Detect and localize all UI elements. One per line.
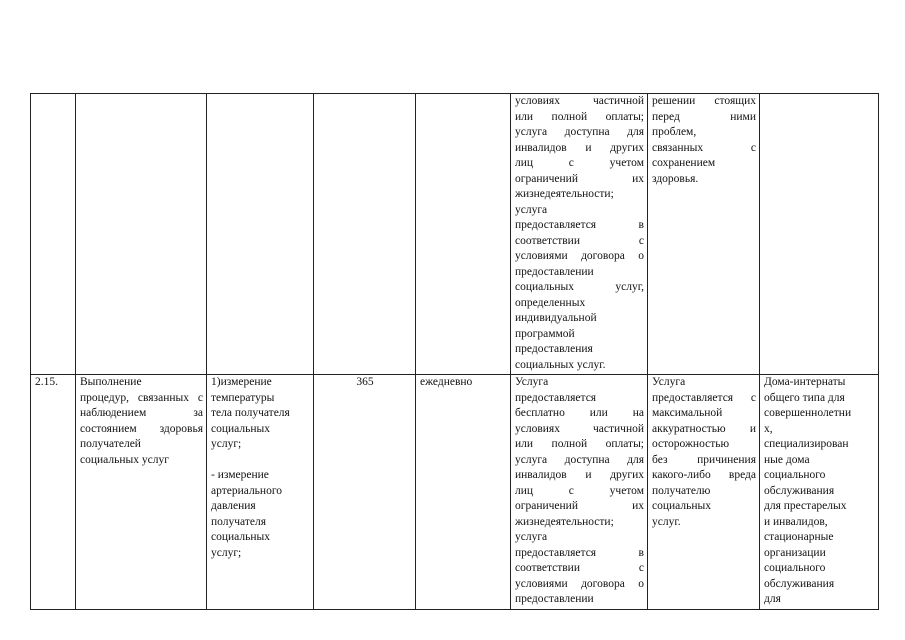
text-line: услуг; — [211, 438, 242, 450]
text-line: температуры — [211, 391, 275, 404]
text-line: артериального — [211, 484, 283, 497]
text-line: условиях частичной — [515, 422, 644, 435]
cell-quality — [648, 375, 760, 610]
cell-conditions — [511, 375, 648, 610]
text-line: ограничений их — [515, 172, 644, 185]
text-line: программой — [515, 327, 575, 340]
text-line: Выполнение — [80, 376, 142, 388]
text-line: жизнедеятельности; — [515, 515, 614, 528]
text-line: условиями договора о — [515, 577, 644, 590]
text-line: предоставления — [515, 343, 593, 355]
text-line: здоровья. — [652, 172, 699, 185]
text-line: соответствии с — [515, 234, 644, 247]
text-line: для престарелых — [764, 500, 847, 512]
text-line: условиями договора о — [515, 250, 644, 262]
table-row — [31, 94, 879, 375]
text-line: социальных — [211, 531, 270, 543]
text-line: сохранением — [652, 157, 716, 169]
text-line: Услуга — [652, 376, 686, 388]
text-line: проблем, — [652, 126, 697, 138]
text-line: Дома-интернаты — [764, 376, 846, 388]
text-line: инвалидов и других — [515, 141, 644, 154]
text-line: получателей — [80, 438, 141, 450]
text-line: услуга — [515, 531, 548, 543]
text-line: без причинения — [652, 453, 756, 466]
text-line: какого-либо вреда — [652, 469, 756, 481]
text-line: х, — [764, 422, 773, 435]
text-line: индивидуальной — [515, 312, 597, 324]
cell-service-description — [207, 94, 314, 375]
text-line: перед ними — [652, 110, 756, 123]
cell-service-name — [76, 375, 207, 610]
text-line: получателю — [652, 484, 711, 497]
text-line: предоставляется — [515, 391, 597, 404]
cell-number: 2.15. — [31, 375, 76, 610]
cell-quality — [648, 94, 760, 375]
text-line: осторожностью — [652, 438, 730, 450]
text-line: услуг; — [211, 546, 242, 559]
text-line: обслуживания — [764, 577, 835, 590]
text-line: лиц с учетом — [515, 157, 644, 169]
text-line: или полной оплаты; — [515, 438, 644, 450]
cell-service-description — [207, 375, 314, 610]
text-line: максимальной — [652, 407, 723, 419]
text-line: аккуратностью и — [652, 422, 756, 435]
text-line: определенных — [515, 296, 586, 309]
text-line: специализирован — [764, 438, 849, 450]
text-line: лиц с учетом — [515, 484, 644, 497]
text-line: инвалидов и других — [515, 469, 644, 481]
text-line: жизнедеятельности; — [515, 188, 614, 200]
text-line: предоставляется с — [652, 391, 756, 404]
text-line: социальных — [652, 500, 711, 512]
text-line: Услуга — [515, 376, 549, 388]
text-line: процедур, связанных с — [80, 391, 203, 404]
text-line: социального — [764, 562, 826, 574]
text-line: социальных — [211, 422, 270, 435]
text-line: решении стоящих — [652, 95, 756, 107]
cell-volume: 365 — [314, 375, 416, 610]
text-line: - измерение — [211, 469, 269, 481]
cell-service-name — [76, 94, 207, 375]
text-line: ограничений их — [515, 500, 644, 512]
text-line: стационарные — [764, 531, 834, 543]
text-line: наблюдением за — [80, 407, 203, 419]
table-row — [31, 375, 879, 610]
cell-number — [31, 94, 76, 375]
text-line: совершеннолетни — [764, 407, 852, 419]
text-line: услуг. — [652, 515, 681, 528]
text-line: услуга доступна для — [515, 126, 644, 138]
cell-volume — [314, 94, 416, 375]
text-line: предоставляется в — [515, 219, 644, 231]
services-table — [30, 93, 879, 610]
text-line: состоянием здоровья — [80, 422, 203, 435]
text-line: социальных услуг. — [515, 358, 606, 371]
cell-frequency: ежедневно — [416, 375, 511, 610]
text-line: соответствии с — [515, 562, 644, 574]
text-line: услуга — [515, 203, 548, 216]
cell-providers — [760, 375, 879, 610]
text-line: ные дома — [764, 453, 810, 466]
text-line: предоставлении — [515, 265, 594, 278]
text-line: социальных услуг, — [515, 281, 644, 293]
text-line — [211, 453, 310, 469]
text-line: предоставляется в — [515, 546, 644, 559]
text-line: или полной оплаты; — [515, 110, 644, 123]
text-line: обслуживания — [764, 484, 835, 497]
text-line: общего типа для — [764, 391, 845, 404]
text-line: организации — [764, 546, 826, 559]
cell-providers — [760, 94, 879, 375]
cell-conditions — [511, 94, 648, 375]
text-line: бесплатно или на — [515, 407, 644, 419]
text-line: давления — [211, 500, 256, 512]
text-line: социальных услуг — [80, 453, 169, 466]
text-line: услуга доступна для — [515, 453, 644, 466]
text-line: предоставлении — [515, 593, 594, 605]
text-line: условиях частичной — [515, 95, 644, 107]
text-line: получателя — [211, 515, 266, 528]
text-line: для — [764, 593, 781, 605]
text-line: 1)измерение — [211, 376, 272, 388]
text-line: и инвалидов, — [764, 515, 828, 528]
cell-frequency — [416, 94, 511, 375]
text-line: тела получателя — [211, 407, 290, 419]
text-line: социального — [764, 469, 826, 481]
text-line: связанных с — [652, 141, 756, 154]
